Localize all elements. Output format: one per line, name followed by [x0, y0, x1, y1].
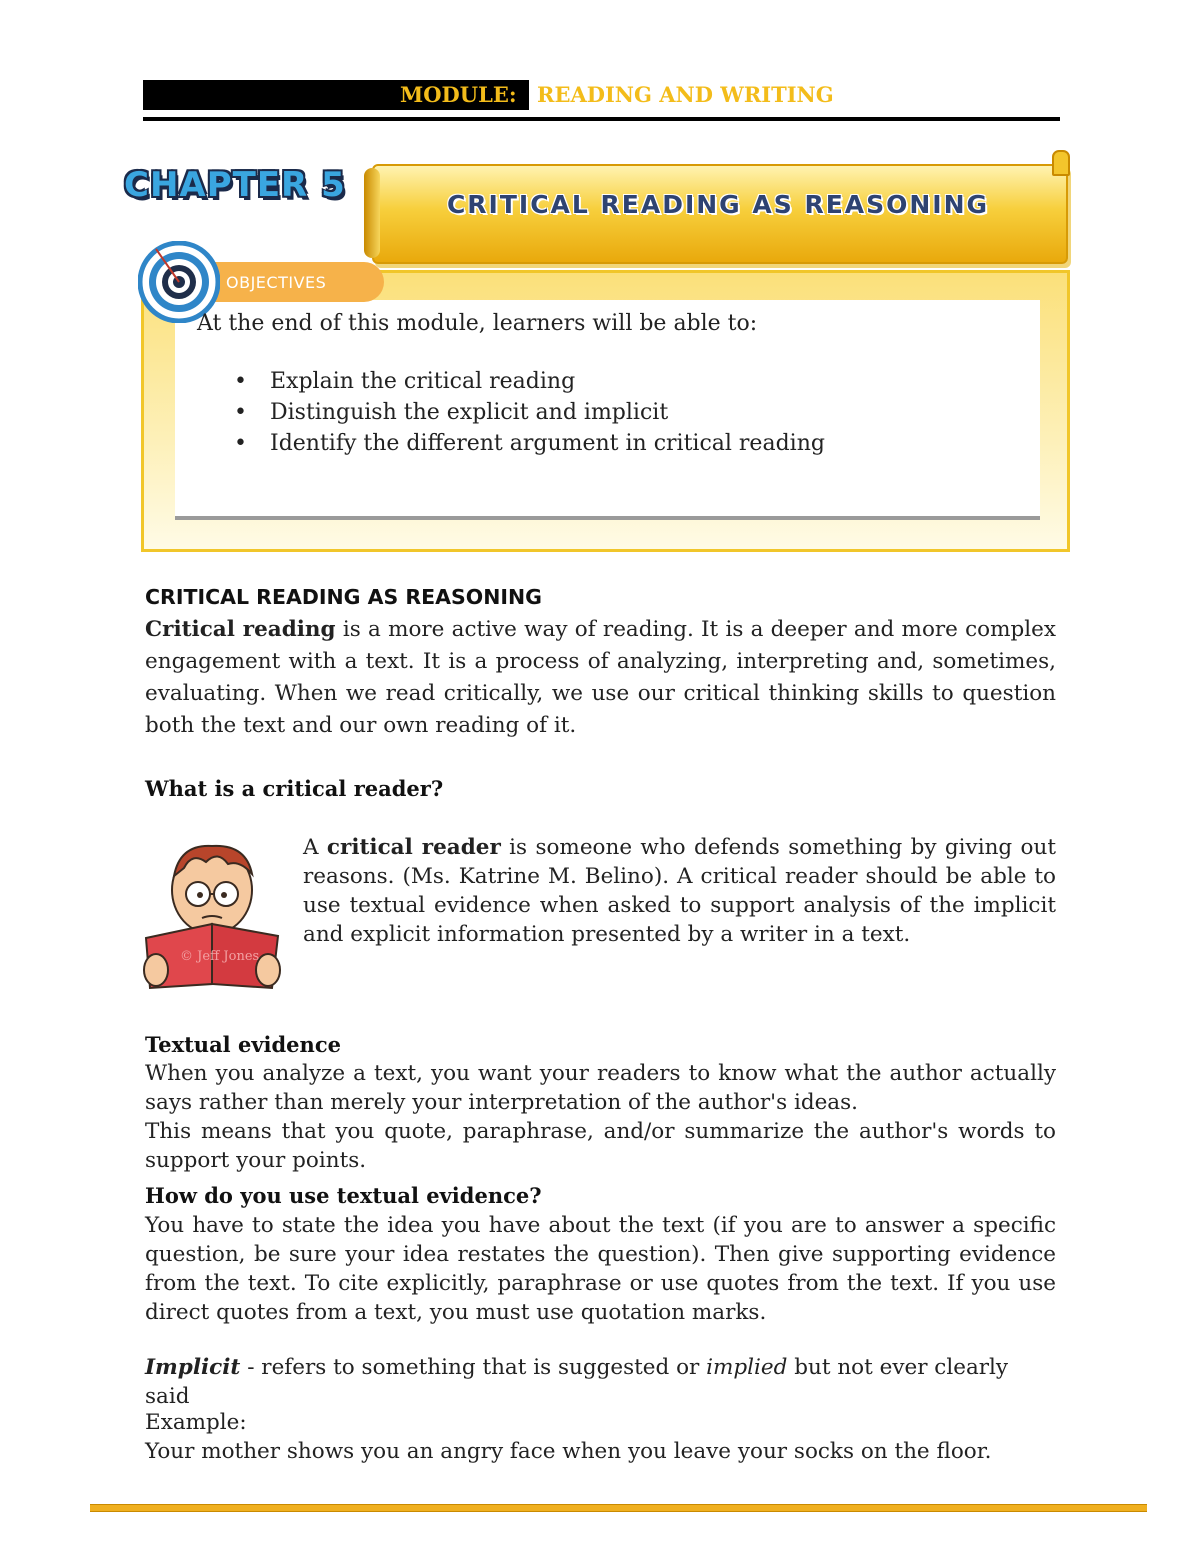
objectives-list [230, 366, 825, 459]
objectives-pill-label: OBJECTIVES [226, 273, 327, 292]
chapter-banner-title: CRITICAL READING AS REASONING [446, 190, 990, 219]
critical-reader-term: critical reader [326, 835, 501, 860]
example-label: Example: [145, 1410, 247, 1435]
implicit-emphasis: implied [706, 1355, 788, 1380]
illustration-credit: © Jeff Jones [180, 949, 260, 964]
textual-evidence-paragraph [145, 1059, 1056, 1175]
module-title: READING AND WRITING [537, 82, 834, 107]
critical-reading-term: Critical reading [145, 617, 336, 642]
implicit-term: Implicit [145, 1355, 241, 1380]
objectives-intro: At the end of this module, learners will be able to: [197, 311, 758, 336]
implicit-definition [145, 1353, 1056, 1411]
banner-scroll-curl-right [1052, 150, 1070, 176]
critical-reader-question: What is a critical reader? [145, 776, 444, 801]
module-header-underline [143, 117, 1060, 121]
critical-reader-prefix: A [303, 835, 327, 860]
module-label: MODULE: [400, 82, 517, 107]
how-use-heading: How do you use textual evidence? [145, 1183, 542, 1208]
chapter-label: CHAPTER 5 [124, 165, 346, 205]
critical-reader-text: is someone who defends something by giving out reasons. (Ms. Katrine M. Belino). A critical reader should be able to use textual evidence when asked to support analysis of the implicit and explicit information presented by a writer in a text. [303, 835, 1056, 947]
textual-evidence-heading: Textual evidence [145, 1032, 341, 1057]
critical-reader-paragraph [303, 833, 1056, 949]
critical-reading-paragraph [145, 614, 1056, 742]
how-use-paragraph: You have to state the idea you have about the text (if you are to answer a specific question, be sure your idea restates the question). Then give supporting evidence from the text. To cite explicitly, paraphrase or use quotes from the text. If you use direct quotes from a text, you must use quotation marks. [145, 1213, 1056, 1325]
textual-evidence-text-1: When you analyze a text, you want your readers to know what the author actually says rather than merely your interpretation of the author's ideas. [145, 1061, 1056, 1115]
objective-item: • Explain the critical reading [230, 366, 825, 397]
example-text: Your mother shows you an angry face when you leave your socks on the floor. [145, 1439, 992, 1464]
objective-item: • Distinguish the explicit and implicit [230, 397, 825, 428]
textual-evidence-text-2: This means that you quote, paraphrase, and/or summarize the author's words to support your points. [145, 1119, 1056, 1173]
reader-illustration [140, 838, 288, 994]
footer-bar [90, 1504, 1147, 1512]
critical-reading-text: is a more active way of reading. It is a deeper and more complex engagement with a text. It is a process of analyzing, interpreting and, sometimes, evaluating. When we read critically, we use our critical thinking skills to question both the text and our own reading of it. [145, 617, 1056, 738]
objective-item: • Identify the different argument in critical reading [230, 428, 825, 459]
implicit-text-after: but not ever clearly said [145, 1355, 1009, 1409]
implicit-text-before: - refers to something that is suggested or [240, 1355, 707, 1380]
section-heading: CRITICAL READING AS REASONING [145, 585, 542, 609]
